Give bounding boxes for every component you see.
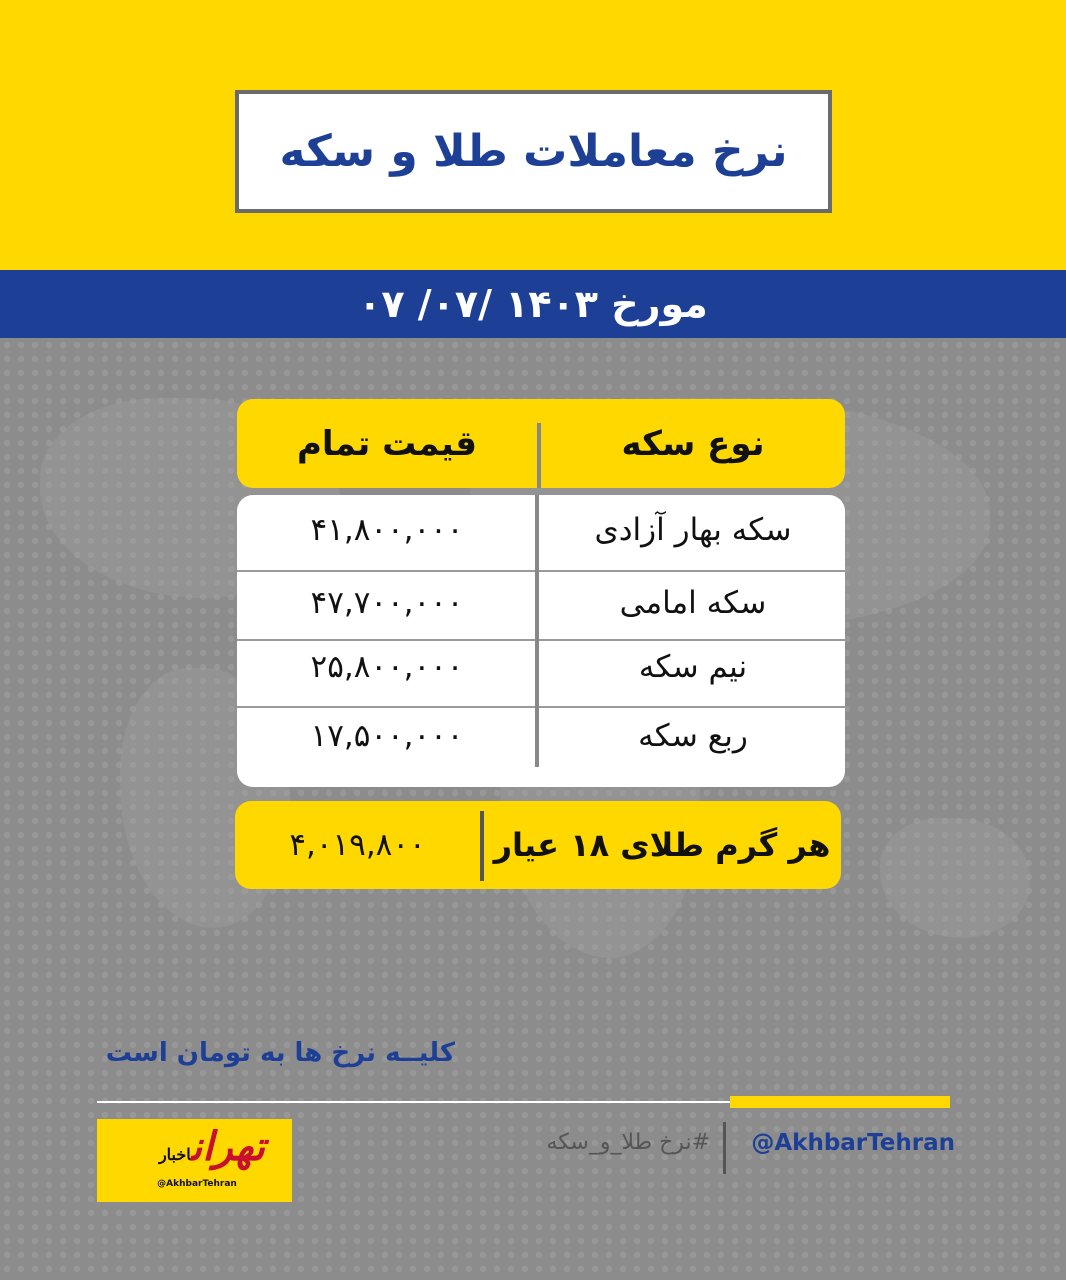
- header-divider: [537, 423, 541, 488]
- coin-type-cell: ربع سکه: [638, 718, 748, 754]
- coin-price-cell: ۱۷,۵۰۰,۰۰۰: [310, 718, 464, 754]
- title-box: [235, 90, 832, 213]
- table-row: [237, 632, 845, 702]
- page-title: نرخ معاملات طلا و سکه: [279, 126, 788, 177]
- header-price: قیمت تمام: [297, 423, 478, 464]
- date-band: [0, 270, 1066, 338]
- table-row: [237, 701, 845, 771]
- table-row: [237, 568, 845, 638]
- gold-price-row: [235, 801, 841, 889]
- column-divider: [535, 495, 539, 767]
- logo-wordmark: [152, 1123, 272, 1179]
- logo-handle: @AkhbarTehran: [157, 1179, 237, 1189]
- coin-type-cell: سکه امامی: [619, 585, 767, 621]
- coin-price-cell: ۴۷,۷۰۰,۰۰۰: [310, 585, 464, 621]
- coin-price-cell: ۲۵,۸۰۰,۰۰۰: [310, 649, 464, 685]
- logo-main-text: تهران: [191, 1123, 266, 1170]
- brand-logo: [97, 1119, 292, 1202]
- table-row: [237, 495, 845, 565]
- social-handle-link[interactable]: @AkhbarTehran: [751, 1130, 955, 1156]
- table-header: [237, 399, 845, 488]
- coin-type-cell: نیم سکه: [638, 649, 748, 685]
- continent-shape: [880, 818, 1030, 938]
- gold-label: هر گرم طلای ۱۸ عیار: [493, 826, 831, 864]
- coin-price-cell: ۴۱,۸۰۰,۰۰۰: [310, 512, 464, 548]
- logo-prefix-text: اخبار: [158, 1145, 192, 1164]
- price-table: [237, 495, 845, 787]
- hashtag-link[interactable]: #نرخ طلا_و_سکه: [546, 1130, 710, 1155]
- footer-accent-bar: [730, 1096, 950, 1108]
- currency-note: کلیــه نرخ ها به تومان است: [105, 1038, 455, 1068]
- header-band: [0, 0, 1066, 270]
- header-coin-type: نوع سکه: [621, 423, 765, 464]
- date-label: مورخ ۱۴۰۳ /۰۷/ ۰۷: [358, 282, 708, 326]
- gold-value: ۴,۰۱۹,۸۰۰: [289, 827, 426, 863]
- gold-divider: [480, 811, 484, 881]
- coin-type-cell: سکه بهار آزادی: [594, 512, 792, 548]
- footer-divider: [723, 1122, 726, 1174]
